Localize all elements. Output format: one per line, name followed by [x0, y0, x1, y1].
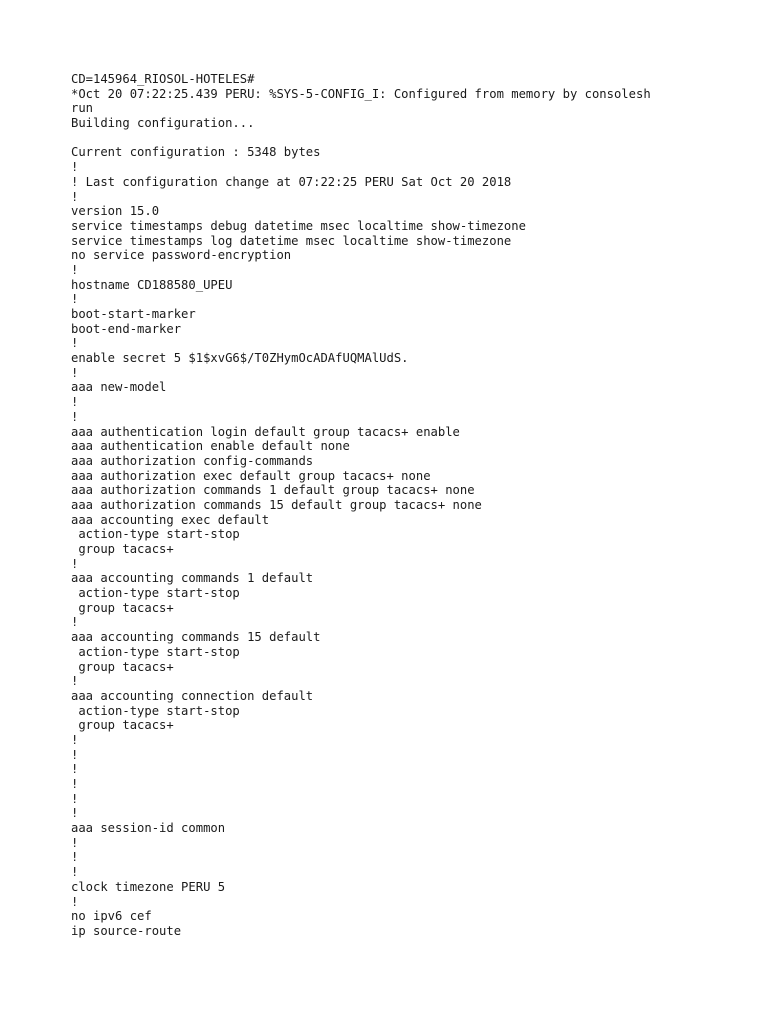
config-line: aaa authorization commands 1 default group tacacs+ none	[71, 483, 475, 498]
config-line: boot-start-marker	[71, 307, 196, 321]
config-line: ! Last configuration change at 07:22:25 PERU Sat Oct 20 2018	[71, 174, 512, 189]
config-line: aaa authorization exec default group tacacs+ none	[71, 468, 431, 483]
config-line: aaa accounting commands 15 default	[71, 630, 321, 645]
config-line: aaa accounting commands 1 default	[71, 571, 314, 586]
config-line: service timestamps debug datetime msec localtime show-timezone	[71, 218, 526, 233]
config-line: !	[71, 762, 79, 777]
config-line: !	[71, 189, 79, 204]
config-line: Current configuration : 5348 bytes	[71, 145, 321, 160]
config-line: group tacacs+	[71, 542, 174, 556]
config-line: !	[71, 615, 79, 630]
config-line: aaa accounting exec default	[71, 512, 270, 527]
config-line: action-type start-stop	[71, 586, 240, 601]
config-line: group tacacs+	[71, 659, 174, 674]
config-line: aaa new-model	[71, 380, 167, 395]
config-line: hostname CD188580_UPEU	[71, 277, 233, 292]
config-line: clock timezone PERU 5	[71, 879, 226, 894]
config-line: no ipv6 cef	[71, 909, 152, 924]
config-line: aaa session-id common	[71, 821, 226, 836]
config-line: !	[71, 160, 79, 175]
config-line: !	[71, 395, 79, 410]
config-line: Building configuration...	[71, 116, 255, 131]
config-line: !	[71, 732, 79, 747]
config-line: !	[71, 865, 79, 880]
config-line: !	[71, 806, 79, 821]
config-line: !	[71, 409, 79, 424]
config-line: !	[71, 556, 79, 571]
config-line: CD=145964_RIOSOL-HOTELES#	[71, 72, 255, 86]
config-line: aaa authentication enable default none	[71, 439, 350, 454]
config-line: no service password-encryption	[71, 248, 292, 263]
config-line: ip source-route	[71, 923, 182, 938]
config-line: group tacacs+	[71, 718, 174, 733]
config-line: aaa accounting connection default	[71, 688, 314, 703]
config-line: !	[71, 674, 79, 689]
config-line: aaa authorization config-commands	[71, 453, 314, 468]
config-line: aaa authorization commands 15 default group tacacs+ none	[71, 497, 482, 512]
config-line: enable secret 5 $1$xvG6$/T0ZHymOcADAfUQMAlUdS.	[71, 351, 409, 366]
config-line	[71, 131, 751, 146]
config-line: version 15.0	[71, 204, 160, 219]
config-line: !	[71, 835, 79, 850]
config-text-block	[71, 72, 751, 939]
config-line: !	[71, 747, 79, 762]
config-line: !	[71, 791, 79, 806]
config-line: !	[71, 262, 79, 277]
config-line: action-type start-stop	[71, 703, 240, 718]
config-line: !	[71, 850, 79, 865]
config-line: run	[71, 101, 94, 116]
config-line: boot-end-marker	[71, 321, 182, 336]
config-line: action-type start-stop	[71, 527, 240, 542]
config-line: aaa authentication login default group tacacs+ enable	[71, 424, 460, 439]
config-line: !	[71, 292, 79, 307]
config-line: *Oct 20 07:22:25.439 PERU: %SYS-5-CONFIG_I: Configured from memory by consolesh	[71, 86, 651, 101]
config-line: action-type start-stop	[71, 644, 240, 659]
config-line: !	[71, 365, 79, 380]
config-line: !	[71, 336, 79, 351]
config-line: !	[71, 894, 79, 909]
config-line: group tacacs+	[71, 600, 174, 615]
config-line: !	[71, 777, 79, 791]
config-line: service timestamps log datetime msec localtime show-timezone	[71, 233, 512, 248]
